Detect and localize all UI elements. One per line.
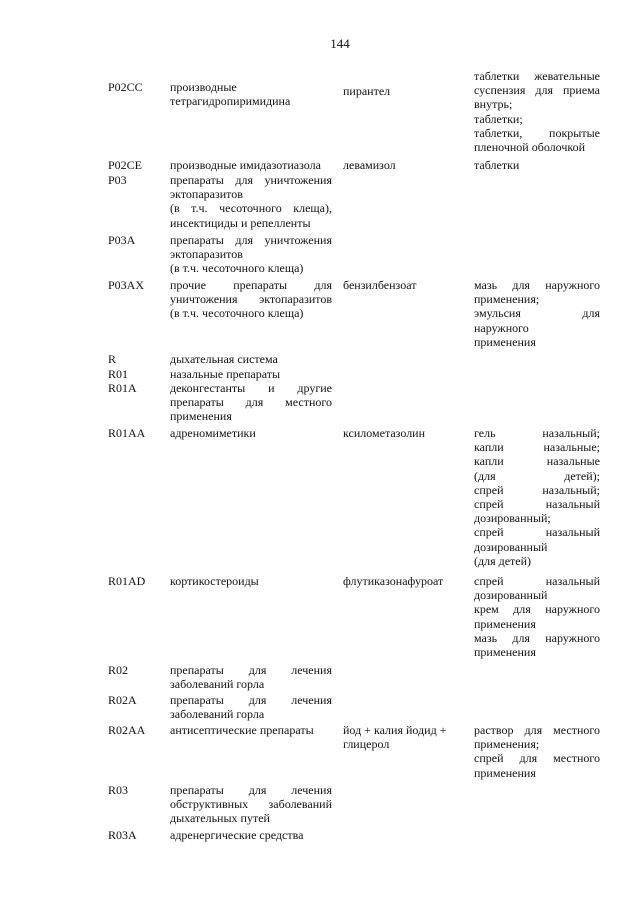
cell-line: применения	[474, 765, 536, 780]
cell-line: ксилометазолин	[343, 426, 426, 440]
cell-line: прочие препараты для	[170, 278, 332, 292]
cell-line: препараты для местного	[170, 395, 332, 410]
cell-line: дозированный	[474, 588, 548, 603]
cell-line: таблетки жевательные	[474, 69, 600, 83]
cell-line: суспензия для приема	[474, 83, 600, 98]
cell-line: спрей назальный;	[474, 482, 600, 497]
cell-line: наружного	[474, 320, 529, 335]
cell-line: мазь для наружного	[474, 278, 600, 292]
cell-line: спрей назальный	[474, 525, 600, 540]
cell-line: (для детей)	[474, 553, 532, 568]
cell-line: применения;	[474, 737, 540, 752]
cell-line: раствор для местного	[474, 723, 600, 737]
cell-line: капли назальные;	[474, 440, 600, 455]
cell-line: таблетки, покрытые	[474, 125, 600, 140]
cell-line: спрей назальный	[474, 497, 600, 512]
cell-line: эктопаразитов	[170, 247, 243, 262]
atc-code: P02CC	[108, 80, 143, 94]
anatomical-therapeutic-group	[170, 828, 332, 842]
cell-line: инсектициды и репелленты	[170, 215, 311, 230]
cell-line: капли назальные	[474, 454, 600, 469]
atc-code: P03AX	[108, 278, 145, 292]
anatomical-therapeutic-group	[170, 173, 332, 230]
anatomical-therapeutic-group	[170, 693, 332, 721]
cell-line: дыхательных путей	[170, 811, 270, 826]
cell-line: обструктивных заболеваний	[170, 797, 332, 812]
cell-line: препараты для лечения	[170, 783, 332, 797]
page-number: 144	[330, 36, 350, 51]
cell-line: (для детей);	[474, 468, 600, 483]
atc-code: R02AA	[108, 723, 146, 737]
cell-line: дозированный;	[474, 511, 551, 526]
cell-line: йод + калия йодид +	[343, 723, 447, 737]
cell-line: адренергические средства	[170, 828, 304, 842]
cell-line: применения	[474, 334, 536, 349]
cell-line: препараты для уничтожения	[170, 173, 332, 187]
cell-line: тетрагидропиримидина	[170, 94, 291, 109]
dosage-forms	[474, 158, 600, 172]
cell-line: препараты для лечения	[170, 693, 332, 707]
cell-line: спрей для местного	[474, 751, 600, 766]
drug-name	[343, 426, 471, 440]
atc-code: R02	[108, 663, 129, 677]
cell-line: пирантел	[343, 84, 391, 98]
cell-line: уничтожения эктопаразитов	[170, 292, 332, 307]
cell-line: применения;	[474, 292, 540, 307]
dosage-forms	[474, 574, 600, 659]
cell-line: гель назальный;	[474, 426, 600, 440]
cell-line: эктопаразитов	[170, 187, 243, 202]
cell-line: кортикостероиды	[170, 574, 259, 588]
cell-line: внутрь;	[474, 97, 513, 112]
atc-code: R01A	[108, 381, 137, 395]
anatomical-therapeutic-group	[170, 158, 332, 172]
anatomical-therapeutic-group	[170, 574, 332, 588]
atc-code: P02CE	[108, 158, 143, 172]
dosage-forms	[474, 723, 600, 780]
anatomical-therapeutic-group	[170, 663, 332, 691]
anatomical-therapeutic-group	[170, 233, 332, 276]
cell-line: дыхательная система	[170, 352, 278, 366]
drug-name	[343, 158, 471, 172]
anatomical-therapeutic-group	[170, 367, 332, 381]
dosage-forms	[474, 278, 600, 349]
drug-name	[343, 574, 471, 588]
cell-line: применения	[474, 645, 536, 660]
atc-code: R01AA	[108, 426, 146, 440]
cell-line: левамизол	[343, 158, 396, 172]
anatomical-therapeutic-group	[170, 783, 332, 826]
cell-line: флутиказонафуроат	[343, 574, 444, 588]
dosage-forms	[474, 426, 600, 568]
cell-line: производные имидазотиазола	[170, 158, 321, 172]
cell-line: (в т.ч. чесоточного клеща),	[170, 201, 332, 216]
atc-code: R	[108, 352, 117, 366]
cell-line: препараты для уничтожения	[170, 233, 332, 247]
atc-code: R01	[108, 367, 129, 381]
cell-line: мазь для наружного	[474, 630, 600, 645]
cell-line: назальные препараты	[170, 367, 281, 381]
cell-line: бензилбензоат	[343, 278, 417, 292]
cell-line: антисептические препараты	[170, 723, 314, 737]
cell-line: заболеваний горла	[170, 707, 265, 722]
anatomical-therapeutic-group	[170, 278, 332, 321]
cell-line: заболеваний горла	[170, 677, 265, 692]
cell-line: деконгестанты и другие	[170, 381, 332, 395]
anatomical-therapeutic-group	[170, 352, 332, 366]
anatomical-therapeutic-group	[170, 381, 332, 424]
cell-line: (в т.ч. чесоточного клеща)	[170, 261, 304, 276]
atc-code: P03A	[108, 233, 136, 247]
drug-name	[343, 723, 471, 751]
atc-code: P03	[108, 173, 127, 187]
cell-line: применения	[170, 409, 232, 424]
cell-line: (в т.ч. чесоточного клеща)	[170, 306, 304, 321]
cell-line: глицерол	[343, 737, 390, 752]
cell-line: таблетки	[474, 158, 520, 172]
anatomical-therapeutic-group	[170, 723, 332, 737]
cell-line: таблетки;	[474, 111, 523, 126]
drug-name	[343, 278, 471, 292]
cell-line: препараты для лечения	[170, 663, 332, 677]
cell-line: применения	[474, 616, 536, 631]
cell-line: эмульсия для	[474, 306, 600, 321]
anatomical-therapeutic-group	[170, 426, 332, 440]
dosage-forms	[474, 69, 600, 154]
cell-line: дозированный	[474, 539, 548, 554]
atc-code: R02A	[108, 693, 137, 707]
atc-code: R01AD	[108, 574, 146, 588]
cell-line: адреномиметики	[170, 426, 256, 440]
cell-line: спрей назальный	[474, 574, 600, 588]
cell-line: крем для наружного	[474, 602, 600, 617]
atc-code: R03	[108, 783, 129, 797]
cell-line: производные	[170, 80, 237, 94]
atc-code: R03A	[108, 828, 137, 842]
anatomical-therapeutic-group	[170, 80, 332, 108]
drug-name	[343, 84, 471, 98]
cell-line: пленочной оболочкой	[474, 140, 586, 155]
